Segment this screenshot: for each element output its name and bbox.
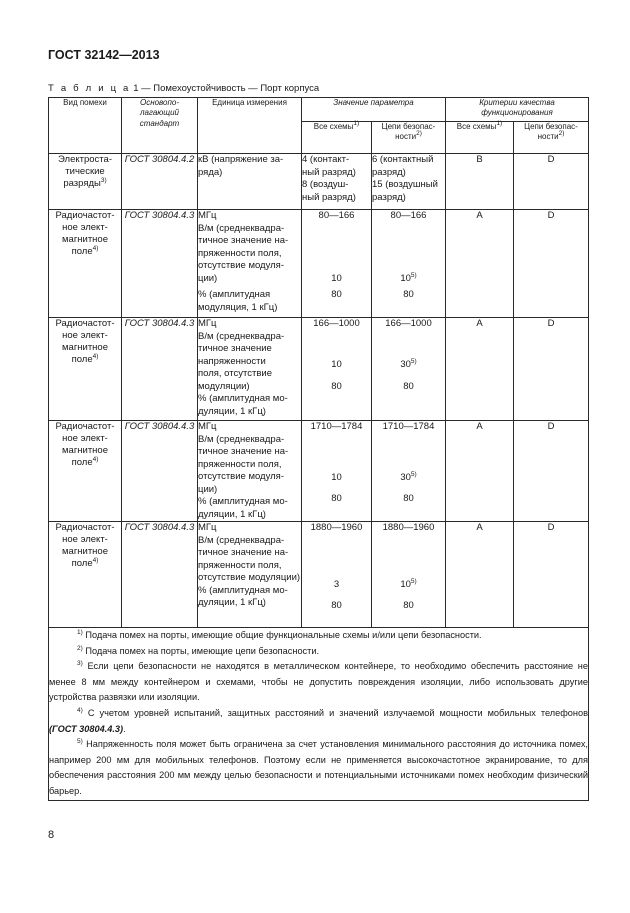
value-safety-circuits: 80—166 10$^{5)}$ 80 [372, 210, 446, 318]
footnote: $^{4)}$ С учетом уровней испытаний, защитных расстояний и значений излучаемой мощности мобильных телефонов (ГОСТ 30804.4.3). [49, 706, 588, 734]
disturbance-type: Радиочастот-ное элект-магнитное поле$^{4)}$ [49, 318, 122, 421]
header-quality-criteria: Критерии качества функционирования [446, 98, 589, 122]
disturbance-type: Радиочастот-ное элект-магнитное поле$^{4)}$ [49, 522, 122, 628]
criteria-all-circuits: A [446, 210, 514, 318]
header-all-circuits-criteria: Все схемы$^{1)}$ [446, 122, 514, 154]
table-caption [48, 83, 319, 94]
value-safety-circuits: 1880—1960 10$^{5)}$ 80 [372, 522, 446, 628]
footnotes [49, 628, 589, 801]
base-standard: ГОСТ 30804.4.2 [122, 154, 198, 210]
criteria-all-circuits: A [446, 522, 514, 628]
value-all-circuits: 80—166 10 80 [302, 210, 372, 318]
criteria-safety-circuits: D [514, 154, 589, 210]
unit-cell: МГц В/м (среднеквадра- тичное значение на- пряженности поля, отсутствие модуля- ции) % (амплитудная мо- дуляции, 1 кГц) [198, 421, 302, 522]
footnotes-row [49, 628, 589, 801]
value-all-circuits: 1710—1784 10 80 [302, 421, 372, 522]
base-standard: ГОСТ 30804.4.3 [122, 210, 198, 318]
header-base-standard: Основопо-лагающий стандарт [122, 98, 198, 154]
criteria-all-circuits: A [446, 421, 514, 522]
page-number: 8 [48, 829, 55, 841]
value-all-circuits: 166—1000 10 80 [302, 318, 372, 421]
header-unit: Единица измерения [198, 98, 302, 154]
base-standard: ГОСТ 30804.4.3 [122, 522, 198, 628]
table-row [49, 318, 589, 421]
criteria-all-circuits: A [446, 318, 514, 421]
header-parameter-value: Значение параметра [302, 98, 446, 122]
footnote: $^{2)}$ Подача помех на порты, имеющие цепи безопасности. [77, 644, 320, 656]
disturbance-type: Радиочастот-ное элект-магнитное поле$^{4)}$ [49, 210, 122, 318]
header-all-circuits: Все схемы$^{1)}$ [302, 122, 372, 154]
unit-cell: МГц В/м (среднеквадра- тичное значение на- пряженности поля, отсутствие модуля- ции) % (амплитудная модуляция, 1 кГц) [198, 210, 302, 318]
header-safety-circuits-criteria: Цепи безопас-ности$^{2)}$ [514, 122, 589, 154]
base-standard: ГОСТ 30804.4.3 [122, 318, 198, 421]
footnote: $^{1)}$ Подача помех на порты, имеющие общие функциональные схемы и/или цепи безопасности. [77, 629, 482, 640]
criteria-all-circuits: B [446, 154, 514, 210]
header-disturbance-type: Вид помехи [49, 98, 122, 154]
header-safety-circuits: Цепи безопас-ности$^{2)}$ [372, 122, 446, 154]
unit-cell: кВ (напряжение за- ряда) [198, 154, 302, 210]
criteria-safety-circuits: D [514, 210, 589, 318]
criteria-safety-circuits: D [514, 318, 589, 421]
disturbance-type: Радиочастот-ное элект-магнитное поле$^{4)}$ [49, 421, 122, 522]
criteria-safety-circuits: D [514, 522, 589, 628]
footnote: $^{5)}$ Напряженность поля может быть ограничена за счет установления минимального расстояния до источника помех, например 200 мм для мобильных телефонов. Поэтому если не применяется высокочастотное экранирование, то для обеспечения расстояния 200 мм между целью безопасности и потенциальными источниками помех необходим физический барьер. [49, 738, 588, 796]
disturbance-type: Электроста-тические разряды$^{3)}$ [49, 154, 122, 210]
value-all-circuits: 4 (контакт- ный разряд) 8 (воздуш- ный разряд) [302, 154, 372, 210]
value-safety-circuits: 166—1000 30$^{5)}$ 80 [372, 318, 446, 421]
document-code: ГОСТ 32142—2013 [48, 48, 160, 62]
table-row [49, 522, 589, 628]
value-all-circuits: 1880—1960 3 80 [302, 522, 372, 628]
table-caption-text: 1 — Помехоустойчивость — Порт корпуса [133, 83, 320, 94]
immunity-table [48, 97, 589, 801]
criteria-safety-circuits: D [514, 421, 589, 522]
table-caption-label: Т а б л и ц а [48, 83, 131, 94]
table-row [49, 421, 589, 522]
value-safety-circuits: 6 (контактный разряд) 15 (воздушный разряд) [372, 154, 446, 210]
unit-cell: МГц В/м (среднеквадра- тичное значение на- пряженности поля, отсутствие модуляции) % (амплитудная мо- дуляции, 1 кГц) [198, 522, 302, 628]
value-safety-circuits: 1710—1784 30$^{5)}$ 80 [372, 421, 446, 522]
footnote: $^{3)}$ Если цепи безопасности не находятся в металлическом контейнере, то необходимо обеспечить расстояние не менее 8 мм между контейнером и схемами, чтобы не допустить повреждения изоляции, либо использовать другие устройства развязки или изоляции. [49, 660, 588, 703]
unit-cell: МГц В/м (среднеквадра- тичное значение напряженности поля, отсутствие модуляции) % (амплитудная мо- дуляции, 1 кГц) [198, 318, 302, 421]
table-row [49, 210, 589, 318]
base-standard: ГОСТ 30804.4.3 [122, 421, 198, 522]
table-row [49, 154, 589, 210]
